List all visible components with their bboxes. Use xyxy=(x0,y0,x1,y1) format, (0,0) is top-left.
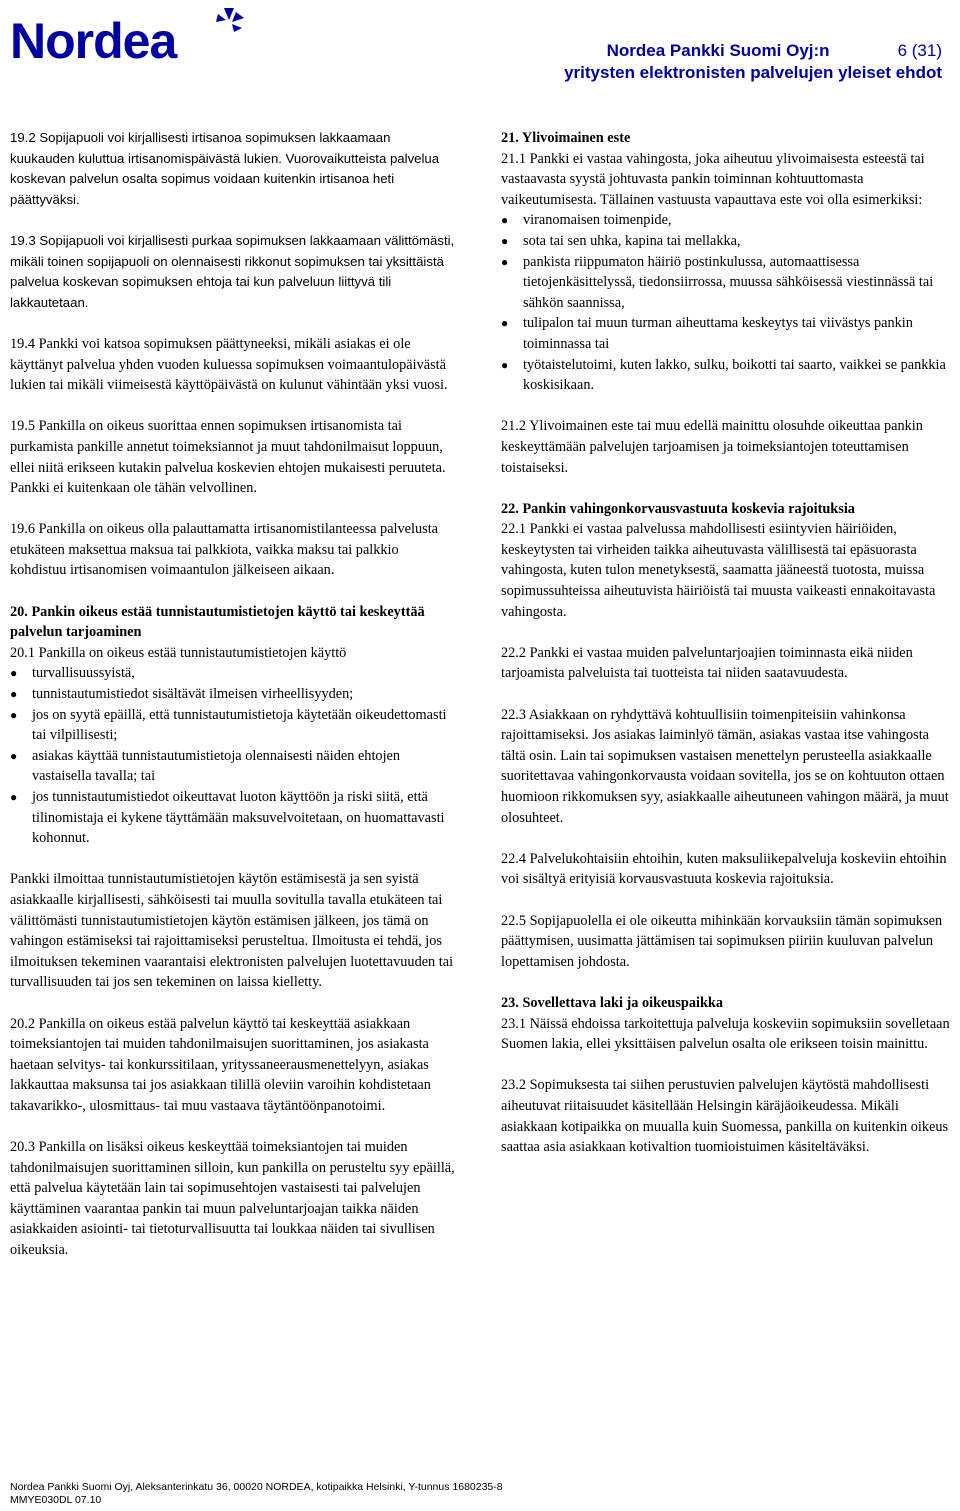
footer-address: Nordea Pankki Suomi Oyj, Aleksanterinkatu 36, 00020 NORDEA, kotipaikka Helsinki, Y-tunnus 1680235-8 xyxy=(10,1481,503,1493)
list-item: ● turvallisuussyistä, xyxy=(10,663,455,684)
heading-23: 23. Sovellettava laki ja oikeuspaikka xyxy=(501,994,724,1011)
bullet-icon: ● xyxy=(501,357,509,372)
list-item: ● jos tunnistautumistiedot oikeuttavat luoton käyttöön ja riski siitä, että tilinomistaja ei kykene täyttämään maksuvelvoitetaan, on huomattavasti kohonnut. xyxy=(10,789,445,847)
paragraph-19-2: 19.2 Sopijapuoli voi kirjallisesti irtisanoa sopimuksen lakkaamaan kuukauden kuluttua irtisanomispäivästä lukien. Vuorovaikutteista palvelua koskevan palvelun osalta sopimus voidaan kuitenkin irtisanoa heti päättyväksi. xyxy=(10,130,440,207)
list-item: ● sota tai sen uhka, kapina tai mellakka, xyxy=(501,231,951,252)
paragraph-20-3: 20.3 Pankilla on lisäksi oikeus keskeyttää toimeksiantojen tai muiden tahdonilmaisujen suorittaminen silloin, kun pankilla on perusteltu syy epäillä, että palvelua käytetään lain tai sopimusehtojen vastaisesti tai palvelujen käyttäminen vaarantaa pankin tai muun palveluntarjoajan taikka näiden asiakkaiden asiointi- tai tietoturvallisuutta tai loukkaa näiden tai sivullisen oikeuksia. xyxy=(10,1139,455,1259)
paragraph-22-2: 22.2 Pankki ei vastaa muiden palveluntarjoajien toiminnasta eikä niiden tarjoamista palveluista tai tuotteista tai niiden saatavuudesta. xyxy=(501,644,913,682)
nordea-logo xyxy=(10,6,250,68)
page-header xyxy=(564,40,942,84)
list-item: ● asiakas käyttää tunnistautumistietoja olennaisesti näiden ehtojen vastaisella tavalla; tai xyxy=(10,747,401,785)
list-item: ● pankista riippumaton häiriö postinkulussa, automaattisessa tietojenkäsittelyssä, tiedonsiirrossa, muussa sähköisessä viestinnässä tai sähkön saannissa, xyxy=(501,253,934,311)
paragraph-19-6: 19.6 Pankilla on oikeus olla palauttamatta irtisanomistilanteessa palvelusta etukäteen maksettua maksua tai palkkiota, vaikka maksu tai palkkio kohdistuu irtisanomisen voimaantulon jälkeiseen aikaan. xyxy=(10,521,439,579)
bullet-icon: ● xyxy=(10,666,18,681)
bullet-list-21 xyxy=(501,210,951,395)
paragraph-19-5: 19.5 Pankilla on oikeus suorittaa ennen sopimuksen irtisanomista tai purkamista pankille annetut toimeksiannot ja muut tahdonilmaisut loppuun, ellei niitä erikseen kutakin palvelua koskevien ehtojen mukaisesti peruuteta. Pankki ei kuitenkaan ole tähän velvollinen. xyxy=(10,418,446,497)
page-footer xyxy=(10,1481,503,1507)
paragraph-20-1: 20.1 Pankilla on oikeus estää tunnistautumistietojen käyttö xyxy=(10,644,347,661)
header-subtitle: yritysten elektronisten palvelujen yleiset ehdot xyxy=(564,63,942,82)
logo-star-icon xyxy=(216,8,244,32)
paragraph-21-2: 21.2 Ylivoimainen este tai muu edellä mainittu olosuhde oikeuttaa pankin keskeyttämään palvelujen tarjoamisen ja toimeksiantojen toteuttamisen toistaiseksi. xyxy=(501,418,923,476)
bullet-icon: ● xyxy=(10,748,18,763)
list-item: ● tulipalon tai muun turman aiheuttama keskeytys tai viivästys pankin toiminnassa tai xyxy=(501,315,913,352)
paragraph-20-2: 20.2 Pankilla on oikeus estää palvelun käyttö tai keskeyttää asiakkaan toimeksiantojen tai muiden tahdonilmaisujen suorittaminen, jos asiakasta haetaan selvitys- tai konkurssitilaan, yrityssaneerausmenettelyyn, asiakas lakkauttaa maksunsa tai jos asiakkaan tilillä oleviin varoihin kohdistetaan takavarikko-, ulosmittaus- tai muu vastaava täytäntöönpanotoimi. xyxy=(10,1015,431,1114)
bullet-icon: ● xyxy=(501,213,509,228)
bullet-list-20 xyxy=(10,663,455,848)
header-company: Nordea Pankki Suomi Oyj:n xyxy=(606,41,830,60)
list-item: ● viranomaisen toimenpide, xyxy=(501,210,951,231)
bullet-icon: ● xyxy=(10,707,18,722)
bullet-icon: ● xyxy=(10,687,18,702)
page-number: 6 (31) xyxy=(897,41,942,60)
paragraph-22-4: 22.4 Palvelukohtaisiin ehtoihin, kuten maksuliikepalveluja koskeviin ehtoihin voi sisältyä erityisiä korvausvastuuta koskevia rajoituksia. xyxy=(501,850,947,888)
paragraph-23-1: 23.1 Näissä ehdoissa tarkoitettuja palveluja koskeviin sopimuksiin sovelletaan Suomen lakia, ellei yksittäisen palvelun osalta ole erikseen toisin mainittu. xyxy=(501,1015,950,1053)
paragraph-19-3: 19.3 Sopijapuoli voi kirjallisesti purkaa sopimuksen lakkaamaan välittömästi, mikäli toinen sopijapuoli on olennaisesti rikkonut sopimuksen tai yksittäistä palvelua koskevan sopimuksen ehtoja tai kun palveluun liittyvä tili lakkautetaan. xyxy=(10,232,455,310)
paragraph-22-1: 22.1 Pankki ei vastaa palvelussa mahdollisesti esiintyvien häiriöiden, keskeytysten tai virheiden taikka aiheutuvasta välillisestä tai epäsuorasta vahingosta, kuten tulon menetyksestä, saamatta jääneestä tuotosta, muissa sopimussuhteissa aiheutuvista häiriöistä tai muusta vaikeasti ennakoitavasta vahingosta. xyxy=(501,521,936,620)
bullet-icon: ● xyxy=(501,316,509,331)
bullet-icon: ● xyxy=(501,233,509,248)
list-item: ● jos on syytä epäillä, että tunnistautumistietoja käytetään oikeudettomasti tai vilpillisesti; xyxy=(10,706,447,744)
right-column xyxy=(501,128,951,1178)
paragraph-22-5: 22.5 Sopijapuolella ei ole oikeutta mihinkään korvauksiin tämän sopimuksen päättymisen, uusimatta jättämisen tai sopimuksen piiriin kuuluvan palvelun lopettamisen johdosta. xyxy=(501,912,943,970)
bullet-icon: ● xyxy=(501,254,509,269)
logo-wordmark: Nordea xyxy=(10,13,177,68)
list-item: ● työtaistelutoimi, kuten lakko, sulku, boikotti tai saarto, vaikkei se pankkia koskisikaan. xyxy=(501,356,946,394)
heading-21: 21. Ylivoimainen este xyxy=(501,130,631,146)
paragraph-20-notice: Pankki ilmoittaa tunnistautumistietojen käytön estämisestä ja sen syistä asiakkaalle kirjallisesti, sähköisesti tai muulla sovitulla tavalla etukäteen tai välittömästi tunnistautumistietojen käytön estämisen jälkeen, jos tämä on vahingon estämiseksi tai rajoittamiseksi perusteltua. Ilmoitusta ei tehdä, jos ilmoituksen tekeminen vaarantaisi elektronisten palvelujen luotettavuuden tai turvallisuuden tai jos sen tekeminen on laissa kielletty. xyxy=(10,871,454,991)
heading-22: 22. Pankin vahingonkorvausvastuuta koskevia rajoituksia xyxy=(501,500,855,517)
left-column xyxy=(10,128,455,1281)
footer-doc-code: MMYE030DL 07.10 xyxy=(10,1494,102,1506)
paragraph-21-1: 21.1 Pankki ei vastaa vahingosta, joka aiheutuu ylivoimaisesta esteestä tai vastaavasta syystä johtuvasta pankin toiminnan kohtuuttomasta vaikeutumisesta. Tällainen vastuusta vapauttava este voi olla esimerkiksi: xyxy=(501,150,925,208)
paragraph-23-2: 23.2 Sopimuksesta tai siihen perustuvien palvelujen käytöstä mahdollisesti aiheutuvat riitaisuudet käsitellään Helsingin käräjäoikeudessa. Mikäli asiakkaan kotipaikka on muualla kuin Suomessa, pankilla on kuitenkin oikeus saattaa asia asiakkaan kotivaltion tuomioistuimen käsiteltäväksi. xyxy=(501,1077,949,1156)
paragraph-19-4: 19.4 Pankki voi katsoa sopimuksen päättyneeksi, mikäli asiakas ei ole käyttänyt palvelua yhden vuoden kuluessa sopimuksen voimaantulopäivästä lukien tai mikäli viimeisestä käyttöpäivästä on kulunut vähintään yksi vuosi. xyxy=(10,335,448,394)
paragraph-22-3: 22.3 Asiakkaan on ryhdyttävä kohtuullisiin toimenpiteisiin vahinkonsa rajoittamiseksi. Jos asiakas laiminlyö tämän, asiakas vastaa itse vahingosta tältä osin. Lain tai sopimuksen vastaisen menettelyn perusteella asiakkaalle suoritettavaa vahingonkorvausta voidaan sovitella, jos se on kohtuuton ottaen huomioon rikkomuksen syy, asiakkaalle aiheutuneen vahingon määrä, ja muut olosuhteet. xyxy=(501,706,949,826)
bullet-icon: ● xyxy=(10,790,18,804)
list-item: ● tunnistautumistiedot sisältävät ilmeisen virheellisyyden; xyxy=(10,684,455,705)
heading-20: 20. Pankin oikeus estää tunnistautumistietojen käyttö tai keskeyttää palvelun tarjoaminen xyxy=(10,603,425,641)
